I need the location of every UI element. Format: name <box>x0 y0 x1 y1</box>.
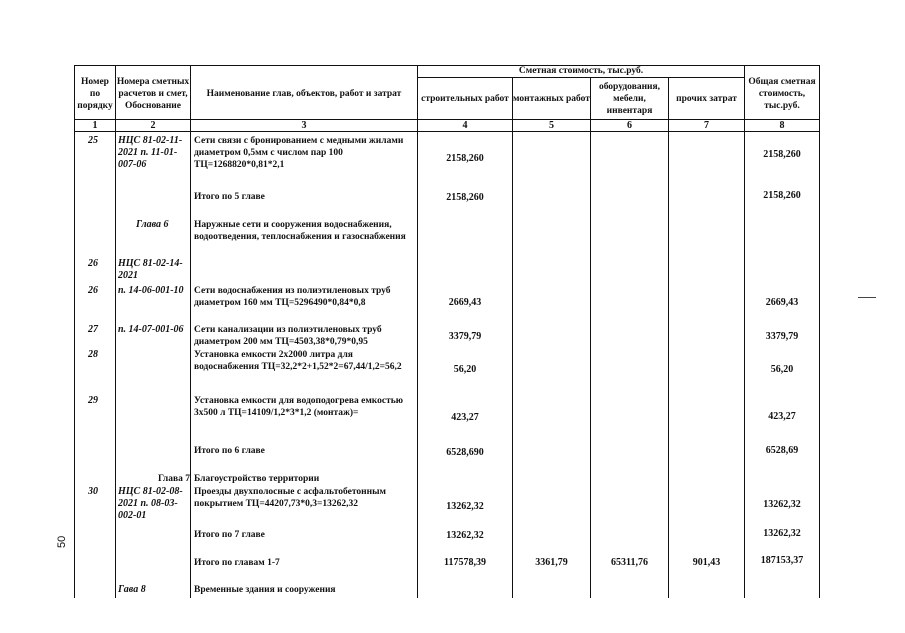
row-number: 26 <box>88 285 98 296</box>
row-name: Итого по 6 главе <box>194 446 265 456</box>
row-total-value: 2158,260 <box>763 149 801 160</box>
header-col-number: Номер по порядку <box>77 77 113 111</box>
col-divider-2 <box>190 65 191 598</box>
column-number-4: 4 <box>462 120 468 131</box>
chapter-label: Гава 8 <box>118 584 146 595</box>
row-number: 28 <box>88 349 98 360</box>
column-number-7: 7 <box>704 120 709 131</box>
column-number-1: 1 <box>92 120 98 131</box>
chapter-title: Временные здания и сооружения <box>194 585 336 595</box>
row-name: Сети связи с бронированием с медными жилами диаметром 0,5мм с числом пар 100 ТЦ=1268820*0,81*2,1 <box>194 136 404 170</box>
row-reference: НЦС 81-02-11-2021 п. 11-01-007-06 <box>118 135 183 170</box>
row-reference: п. 14-07-001-06 <box>118 324 184 335</box>
page-number: 50 <box>56 535 68 548</box>
row-other-value: 901,43 <box>692 557 721 568</box>
row-name: Итого по 5 главе <box>194 192 265 202</box>
row-total-value: 2158,260 <box>763 190 801 201</box>
margin-mark <box>858 297 876 298</box>
row-construction-value: 423,27 <box>451 412 479 423</box>
row-number: 27 <box>88 324 98 335</box>
row-total-value: 187153,37 <box>760 555 804 566</box>
header-col-name: Наименование глав, объектов, работ и затрат <box>206 89 402 99</box>
row-total-value: 423,27 <box>768 411 796 422</box>
row-number: 29 <box>88 395 98 406</box>
row-construction-value: 2669,43 <box>448 297 482 308</box>
row-total-value: 13262,32 <box>763 499 801 510</box>
header-col-refs: Номера сметных расчетов и смет, Обоснование <box>116 77 190 111</box>
row-name: Итого по 7 главе <box>194 530 265 540</box>
column-number-5: 5 <box>549 120 554 131</box>
header-col-total: Общая сметная стоимость, тыс.руб. <box>748 77 816 111</box>
estimate-table <box>74 65 820 598</box>
row-name: Сети водоснабжения из полиэтиленовых труб диаметром 160 мм ТЦ=5296490*0,84*0,8 <box>194 286 391 308</box>
row-name: Проезды двухполосные с асфальтобетонным покрытием ТЦ=44207,73*0,3=13262,32 <box>194 487 386 509</box>
chapter-label: Глава 7 <box>157 474 190 484</box>
column-number-6: 6 <box>627 120 632 131</box>
row-construction-value: 2158,260 <box>446 192 484 203</box>
chapter-title: Благоустройство территории <box>194 474 320 484</box>
row-name: Установка емкости для водоподогрева емкостью 3х500 л ТЦ=14109/1,2*3*1,2 (монтаж)= <box>194 396 404 418</box>
header-col-other: прочих затрат <box>676 93 737 104</box>
row-name: Сети канализации из полиэтиленовых труб диаметром 200 мм ТЦ=4503,38*0,79*0,95 <box>194 325 382 347</box>
row-total-value: 6528,69 <box>765 445 799 456</box>
col-divider-5 <box>590 77 591 598</box>
row-equipment-value: 65311,76 <box>611 557 648 568</box>
chapter-label: Глава 6 <box>136 219 169 230</box>
header-group-cost: Сметная стоимость, тыс.руб. <box>518 66 644 76</box>
col-divider-4 <box>512 77 513 598</box>
row-construction-value: 13262,32 <box>446 530 484 541</box>
row-construction-value: 117578,39 <box>444 557 486 568</box>
row-total-value: 13262,32 <box>763 528 801 539</box>
row-construction-value: 3379,79 <box>448 331 482 342</box>
row-construction-value: 56,20 <box>453 364 477 375</box>
row-installation-value: 3361,79 <box>535 557 568 568</box>
row-total-value: 2669,43 <box>765 297 799 308</box>
row-number: 26 <box>88 258 98 269</box>
column-number-8: 8 <box>779 120 785 131</box>
header-col-equipment: оборудования, мебели, инвентаря <box>598 81 661 116</box>
row-reference: НЦС 81-02-14-2021 <box>118 258 183 281</box>
row-construction-value: 2158,260 <box>446 153 484 164</box>
row-total-value: 56,20 <box>770 364 794 375</box>
header-col-installation: монтажных работ <box>513 93 590 104</box>
row-number: 30 <box>88 486 98 497</box>
row-total-value: 3379,79 <box>765 331 799 342</box>
row-reference: п. 14-06-001-10 <box>118 285 184 296</box>
col-divider-1 <box>115 65 116 598</box>
column-number-3: 3 <box>301 120 307 131</box>
row-construction-value: 13262,32 <box>446 501 484 512</box>
row-reference: НЦС 81-02-08-2021 п. 08-03-002-01 <box>118 486 183 521</box>
col-divider-0 <box>74 65 75 598</box>
row-name: Установка емкости 2х2000 литра для водоснабжения ТЦ=32,2*2+1,52*2=67,44/1,2=56,2 <box>194 350 402 372</box>
col-divider-8 <box>819 65 820 598</box>
chapter-title: Наружные сети и сооружения водоснабжения, водоотведения, теплоснабжения и газоснабжения <box>194 220 406 242</box>
column-number-2: 2 <box>150 120 156 131</box>
row-construction-value: 6528,690 <box>446 447 484 458</box>
row-name: Итого по главам 1-7 <box>194 558 280 568</box>
header-col-construction: строительных работ <box>421 93 509 104</box>
row-number: 25 <box>88 135 98 146</box>
col-divider-6 <box>668 77 669 598</box>
